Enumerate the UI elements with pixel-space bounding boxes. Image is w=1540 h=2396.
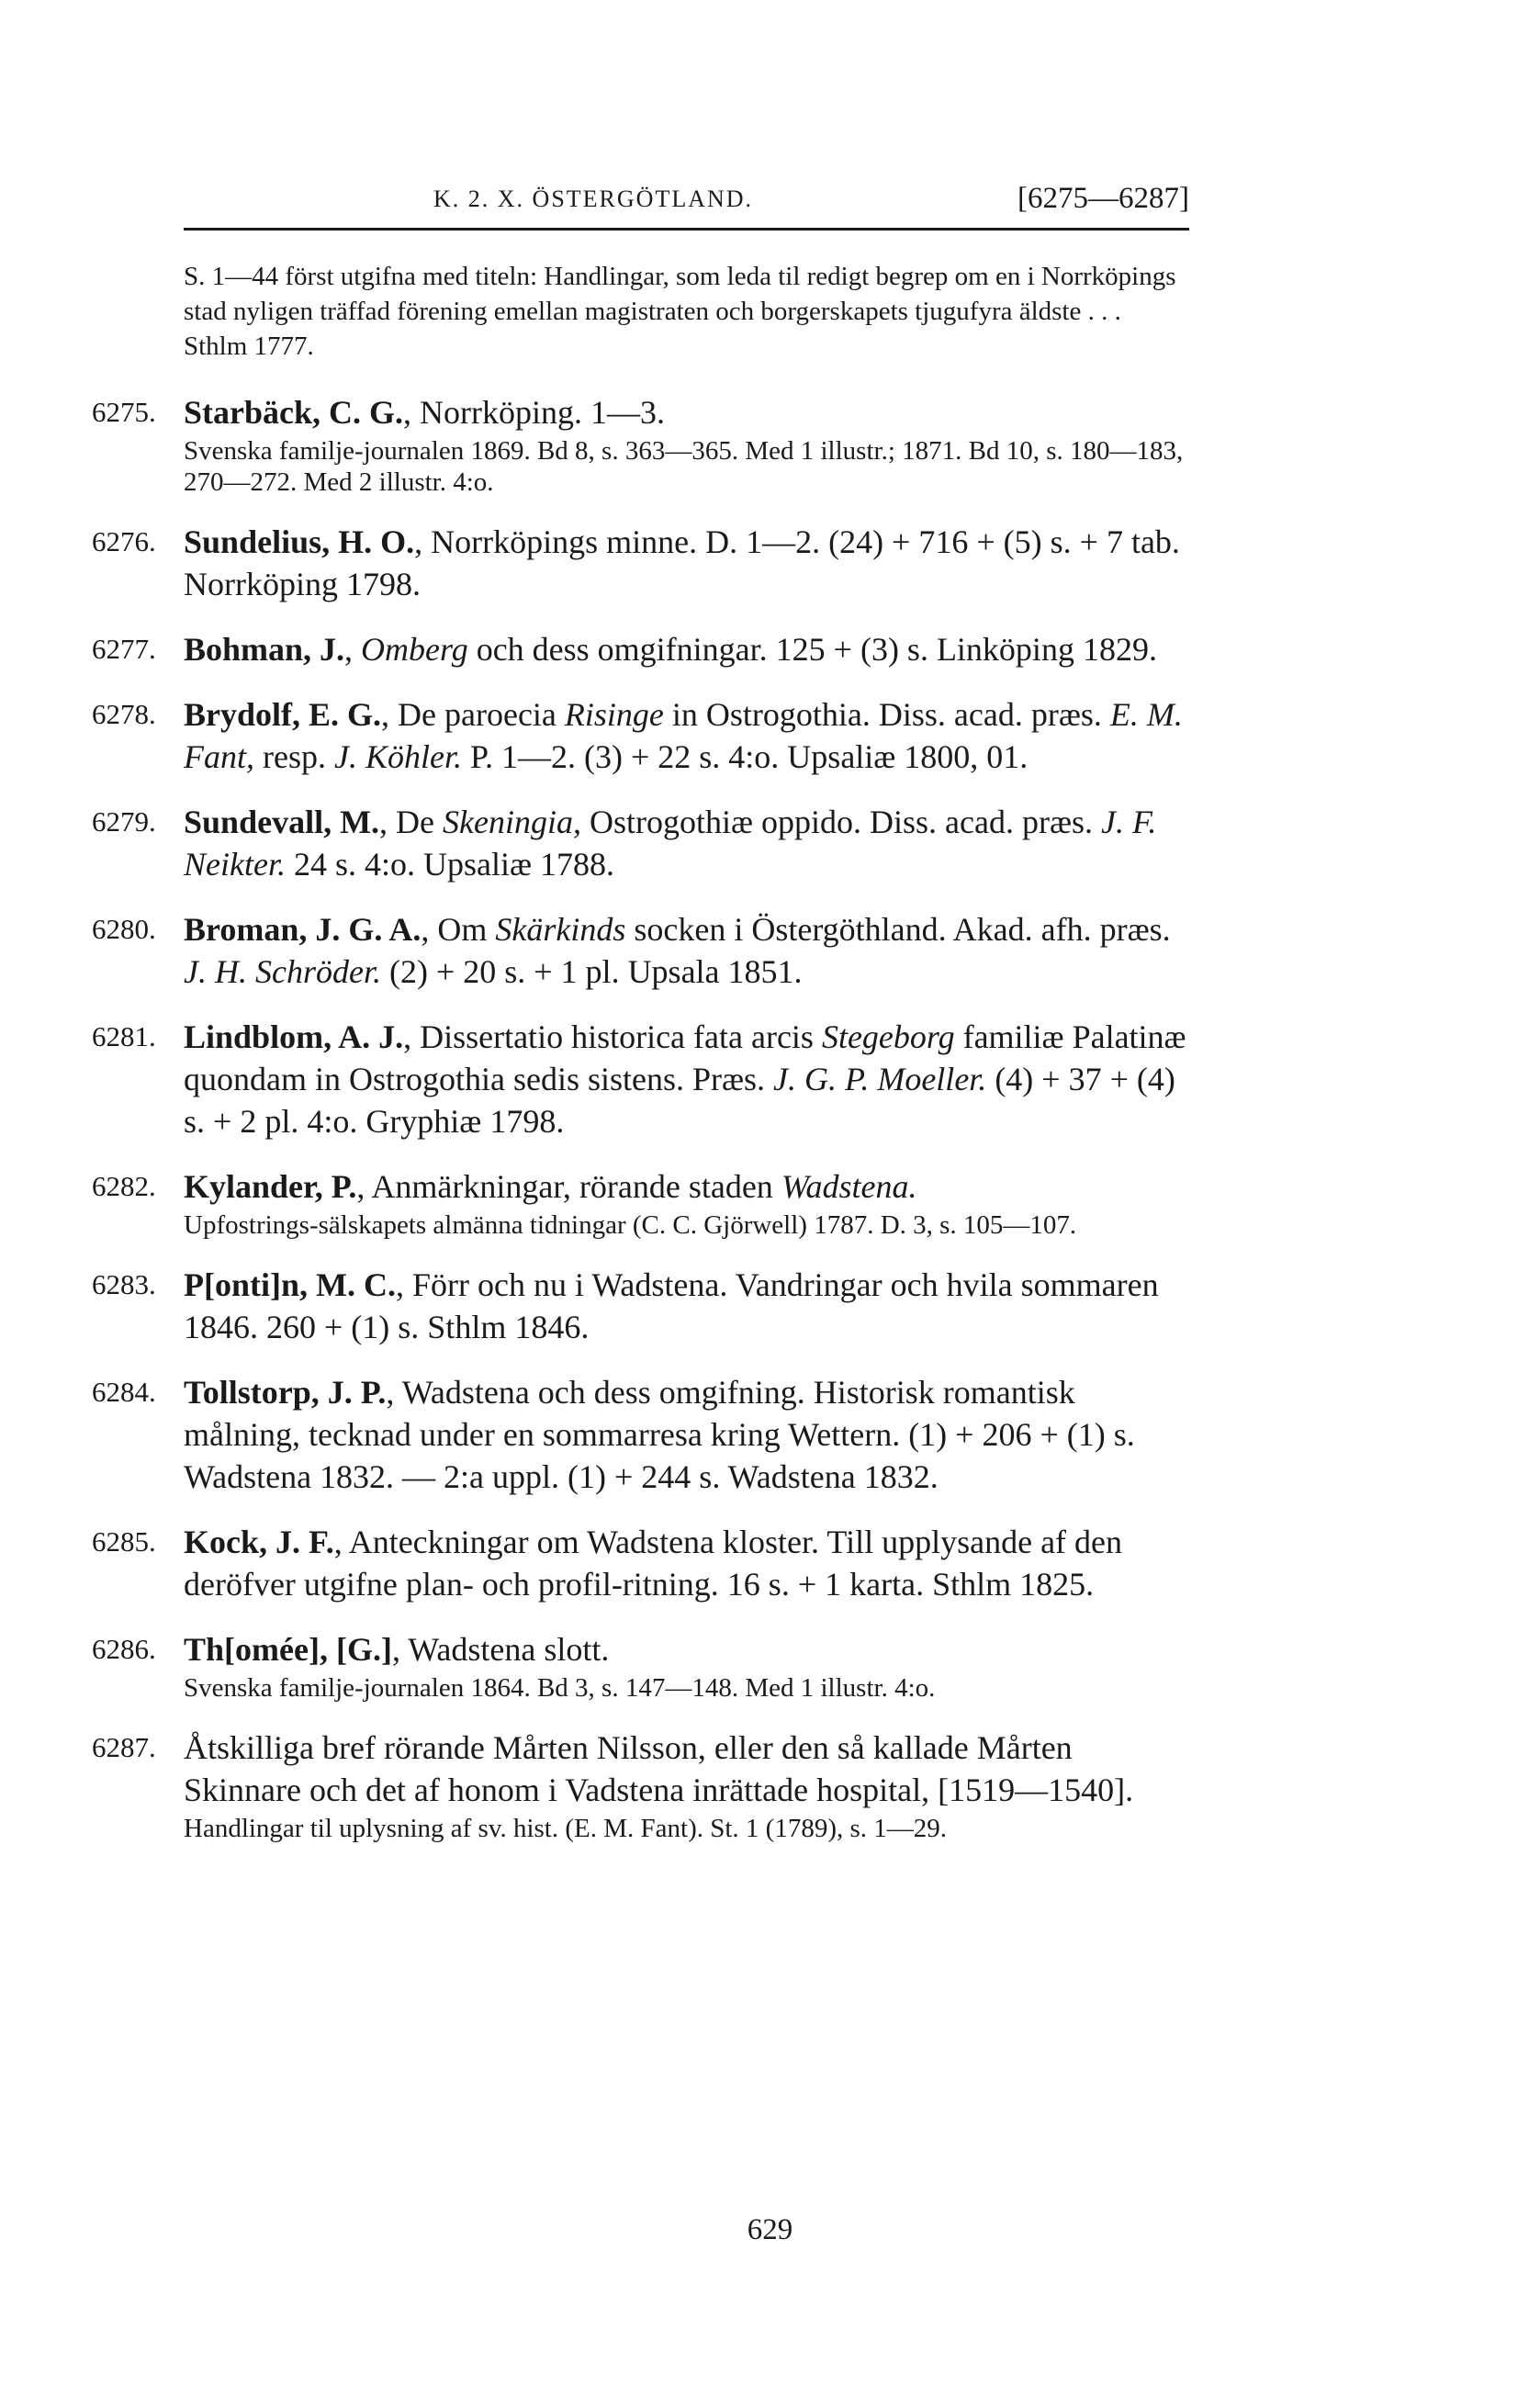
entry-text-part: , Dissertatio historica fata arcis [403, 1018, 822, 1055]
entry-text-part: (4) + 37 + (4) s. + 2 pl. 4:o. Gryphiæ 1798. [184, 1061, 1175, 1140]
entry-text-part: resp. [254, 738, 334, 775]
entry-place-italic: Stegeborg [821, 1018, 955, 1055]
entry-number: 6275. [92, 396, 156, 428]
entry-number: 6285. [92, 1525, 156, 1558]
running-header [184, 182, 1189, 231]
entry-number: 6278. [92, 698, 156, 730]
entry-6284 [92, 1371, 1189, 1498]
entry-note: Svenska familje-journalen 1864. Bd 3, s. 147—148. Med 1 illustr. 4:o. [184, 1673, 936, 1703]
entry-text-part: , Anmärkningar, rörande staden [356, 1168, 781, 1205]
entry-text: Åtskilliga bref rörande Mårten Nilsson, eller den så kallade Mårten Skinnare och det af honom i Vadstena inrättade hospital, [1519—1540]. [184, 1729, 1134, 1808]
entry-6282 [92, 1165, 1189, 1241]
entry-author: Kylander, P. [184, 1168, 357, 1205]
entry-title: och dess omgifningar. 125 + (3) s. Linköping 1829. [467, 631, 1157, 668]
entry-6286 [92, 1628, 1189, 1704]
entry-note: Handlingar til uplysning af sv. hist. (E. M. Fant). St. 1 (1789), s. 1—29. [184, 1814, 948, 1843]
entry-text-part: in Ostrogothia. Diss. acad. præs. [663, 696, 1110, 733]
page-number: 629 [747, 2213, 793, 2246]
entry-place-italic: Skeningia, [443, 804, 581, 840]
entry-6279 [92, 801, 1189, 885]
entry-author: Sundevall, M. [184, 804, 380, 840]
entry-text [184, 1521, 1189, 1605]
entry-number: 6276. [92, 525, 156, 557]
entry-author: Bohman, J. [184, 631, 345, 668]
entry-number: 6286. [92, 1633, 156, 1665]
entry-text-part: (2) + 20 s. + 1 pl. Upsala 1851. [380, 953, 803, 990]
entry-praeses-italic: J. F. Neikter. [184, 804, 1157, 883]
entry-note: Svenska familje-journalen 1869. Bd 8, s. 363—365. Med 1 illustr.; 1871. Bd 10, s. 180—183, 270—272. Med 2 illustr. 4:o. [184, 436, 1184, 497]
entry-6280 [92, 908, 1189, 993]
entry-text [184, 521, 1189, 605]
entry-text-part: socken i Östergöthland. Akad. afh. præs. [625, 911, 1171, 948]
entry-text [184, 1016, 1189, 1142]
entry-text [184, 693, 1189, 778]
entry-respondent-italic: J. Köhler. [333, 738, 462, 775]
entry-6278 [92, 693, 1189, 778]
entry-text [184, 908, 1189, 993]
entry-text [184, 801, 1189, 885]
entry-number: 6280. [92, 913, 156, 945]
entry-6285 [92, 1521, 1189, 1605]
entry-text [184, 1165, 1189, 1208]
entry-text [184, 1371, 1189, 1498]
bibliography-list [92, 259, 1189, 1867]
entry-text [184, 1264, 1189, 1348]
entry-text-part: P. 1—2. (3) + 22 s. 4:o. Upsaliæ 1800, 01. [461, 738, 1029, 775]
entry-6276 [92, 521, 1189, 605]
entry-praeses-italic: J. H. Schröder. [184, 953, 381, 990]
entry-title: , Förr och nu i Wadstena. Vandringar och hvila sommaren 1846. 260 + (1) s. Sthlm 1846. [184, 1266, 1159, 1345]
entry-author: Starbäck, C. G. [184, 394, 404, 431]
entry-6287 [92, 1727, 1189, 1844]
entry-place-italic: Skärkinds [495, 911, 626, 948]
entry-text-part: , De [379, 804, 444, 840]
entry-number: 6282. [92, 1170, 156, 1202]
entry-author: P[onti]n, M. C. [184, 1266, 396, 1303]
entry-author: Kock, J. F. [184, 1524, 334, 1560]
entry-number: 6287. [92, 1731, 156, 1763]
entry-text [184, 1628, 1189, 1670]
entry-6283 [92, 1264, 1189, 1348]
entry-author: Lindblom, A. J. [184, 1018, 404, 1055]
entry-text-part: 24 s. 4:o. Upsaliæ 1788. [285, 846, 614, 883]
entry-praeses-italic: J. G. P. Moeller. [773, 1061, 987, 1097]
entry-author: Broman, J. G. A. [184, 911, 422, 948]
entry-text-part: , De paroecia [381, 696, 565, 733]
entry-number: 6284. [92, 1376, 156, 1408]
entry-number: 6277. [92, 633, 156, 665]
entry-title: , Norrköping. 1—3. [403, 394, 665, 431]
entry-6275 [92, 391, 1189, 498]
entry-title-italic: Omberg [361, 631, 468, 668]
continued-note: S. 1—44 först utgifna med titeln: Handlingar, som leda til redigt begrep om en i Norrköpings stad nyligen träffad förening emellan magistraten och borgerskapets tjugufyra äldste . . . Sthlm 1777. [184, 262, 1176, 361]
entry-text-part: , Om [421, 911, 496, 948]
entry-range: [6275—6287] [1017, 182, 1189, 215]
entry-text-part: , [344, 631, 362, 668]
entry-place-italic: Wadstena. [781, 1168, 917, 1205]
entry-title: , Wadstena slott. [391, 1631, 610, 1668]
entry-number: 6281. [92, 1020, 156, 1052]
entry-author: Sundelius, H. O. [184, 523, 415, 560]
entry-number: 6279. [92, 805, 156, 838]
entry-note: Upfostrings-sälskapets almänna tidningar (C. C. Gjörwell) 1787. D. 3, s. 105—107. [184, 1210, 1077, 1240]
entry-praeses-italic: E. M. Fant, [184, 696, 1183, 775]
entry-title: , Norrköpings minne. D. 1—2. (24) + 716 + (5) s. + 7 tab. Norrköping 1798. [184, 523, 1180, 602]
running-title: K. 2. X. ÖSTERGÖTLAND. [433, 186, 754, 212]
entry-6277 [92, 628, 1189, 670]
entry-text [184, 391, 1189, 433]
entry-title: , Anteckningar om Wadstena kloster. Till upplysande af den deröfver utgifne plan- och profil-ritning. 16 s. + 1 karta. Sthlm 1825. [184, 1524, 1123, 1603]
entry-place-italic: Risinge [564, 696, 664, 733]
entry-author: Th[omée], [G.] [184, 1631, 392, 1668]
entry-text-part: familiæ Palatinæ quondam in Ostrogothia sedis sistens. Præs. [184, 1018, 1186, 1097]
entry-title: , Wadstena och dess omgifning. Historisk romantisk målning, tecknad under en sommarresa kring Wettern. (1) + 206 + (1) s. Wadstena 1832. — 2:a uppl. (1) + 244 s. Wadstena 1832. [184, 1374, 1135, 1495]
entry-number: 6283. [92, 1268, 156, 1300]
entry-author: Brydolf, E. G. [184, 696, 382, 733]
entry-author: Tollstorp, J. P. [184, 1374, 387, 1411]
entry-text-part: Ostrogothiæ oppido. Diss. acad. præs. [581, 804, 1101, 840]
entry-text [184, 628, 1189, 670]
entry-6281 [92, 1016, 1189, 1142]
